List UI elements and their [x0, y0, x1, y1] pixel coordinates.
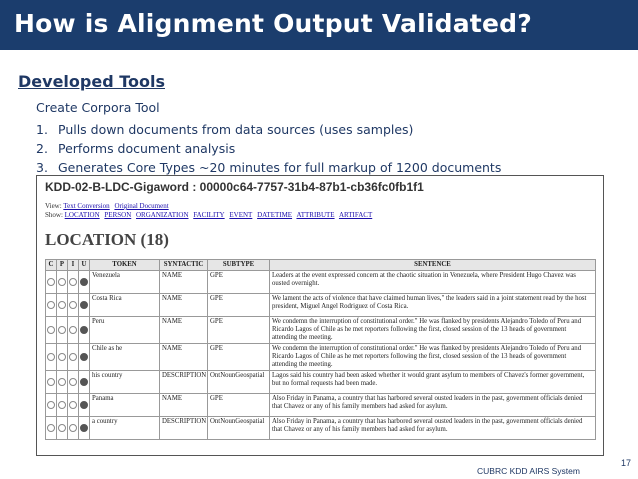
- radio-p[interactable]: [58, 326, 66, 334]
- radio-c[interactable]: [47, 326, 55, 334]
- radio-c[interactable]: [47, 424, 55, 432]
- radio-c[interactable]: [47, 353, 55, 361]
- token-cell: Costa Rica: [90, 294, 160, 317]
- table-row: [46, 317, 596, 344]
- table-row: [46, 394, 596, 417]
- radio-p[interactable]: [58, 353, 66, 361]
- subtype-cell: GPE: [208, 344, 270, 371]
- tool-screenshot: [36, 175, 604, 456]
- radio-c[interactable]: [47, 278, 55, 286]
- token-cell: Panama: [90, 394, 160, 417]
- subtype-cell: OntNounGeospatial: [208, 417, 270, 440]
- radio-u[interactable]: [80, 278, 88, 286]
- show-link-organization[interactable]: ORGANIZATION: [136, 211, 189, 219]
- sentence-cell: Also Friday in Panama, a country that has harbored several ousted leaders in the past, government officials denied that Chavez or any of his family members had asked for asylum.: [270, 394, 596, 417]
- view-bar: [45, 202, 172, 210]
- subtype-cell: GPE: [208, 271, 270, 294]
- column-header: SUBTYPE: [208, 260, 270, 271]
- table-row: [46, 271, 596, 294]
- radio-i[interactable]: [69, 301, 77, 309]
- show-link-datetime[interactable]: DATETIME: [257, 211, 293, 219]
- show-bar: [45, 211, 375, 219]
- subtype-cell: GPE: [208, 394, 270, 417]
- radio-u[interactable]: [80, 326, 88, 334]
- subheading: Create Corpora Tool: [36, 100, 160, 115]
- show-link-person[interactable]: PERSON: [104, 211, 132, 219]
- show-link-facility[interactable]: FACILITY: [193, 211, 225, 219]
- view-label: View:: [45, 202, 62, 210]
- slide-title: How is Alignment Output Validated?: [14, 9, 532, 38]
- table-row: [46, 344, 596, 371]
- radio-u[interactable]: [80, 401, 88, 409]
- show-label: Show:: [45, 211, 63, 219]
- radio-u[interactable]: [80, 301, 88, 309]
- step-item: [36, 120, 501, 139]
- radio-p[interactable]: [58, 278, 66, 286]
- column-header: TOKEN: [90, 260, 160, 271]
- syntactic-cell: DESCRIPTION: [160, 371, 208, 394]
- token-cell: Venezuela: [90, 271, 160, 294]
- steps-list: [36, 120, 501, 177]
- token-cell: a country: [90, 417, 160, 440]
- column-header: SENTENCE: [270, 260, 596, 271]
- sentence-cell: We condemn the interruption of constitutional order." He was flanked by presidents Alejandro Toledo of Peru and Ricardo Lagos of Chile as he met reporters following the first, closed session of the 13 heads of government attending the meeting.: [270, 317, 596, 344]
- step-number: 2.: [36, 141, 48, 156]
- radio-c[interactable]: [47, 301, 55, 309]
- subtype-cell: GPE: [208, 317, 270, 344]
- step-number: 1.: [36, 122, 48, 137]
- radio-i[interactable]: [69, 278, 77, 286]
- table-row: [46, 417, 596, 440]
- radio-c[interactable]: [47, 378, 55, 386]
- syntactic-cell: NAME: [160, 394, 208, 417]
- radio-u[interactable]: [80, 378, 88, 386]
- view-link-text-conversion[interactable]: Text Conversion: [63, 202, 110, 210]
- table-row: [46, 294, 596, 317]
- token-cell: Peru: [90, 317, 160, 344]
- section-heading: Developed Tools: [18, 72, 165, 91]
- token-cell: Chile as he: [90, 344, 160, 371]
- radio-p[interactable]: [58, 378, 66, 386]
- radio-u[interactable]: [80, 424, 88, 432]
- radio-i[interactable]: [69, 353, 77, 361]
- step-text: Performs document analysis: [58, 141, 236, 156]
- column-header: P: [57, 260, 68, 271]
- syntactic-cell: NAME: [160, 294, 208, 317]
- show-link-location[interactable]: LOCATION: [64, 211, 100, 219]
- radio-i[interactable]: [69, 424, 77, 432]
- syntactic-cell: NAME: [160, 271, 208, 294]
- show-link-event[interactable]: EVENT: [229, 211, 253, 219]
- location-section-title: LOCATION (18): [45, 230, 169, 249]
- step-text: Pulls down documents from data sources (uses samples): [58, 122, 414, 137]
- step-text: Generates Core Types ~20 minutes for full markup of 1200 documents: [58, 160, 502, 175]
- radio-p[interactable]: [58, 301, 66, 309]
- document-title: KDD-02-B-LDC-Gigaword : 00000c64-7757-31b4-87b1-cb36fc0fb1f1: [45, 180, 424, 194]
- radio-i[interactable]: [69, 326, 77, 334]
- column-header: U: [79, 260, 90, 271]
- footer-text: CUBRC KDD AIRS System: [477, 466, 580, 476]
- radio-c[interactable]: [47, 401, 55, 409]
- syntactic-cell: NAME: [160, 344, 208, 371]
- title-bar: [0, 0, 638, 50]
- radio-u[interactable]: [80, 353, 88, 361]
- syntactic-cell: DESCRIPTION: [160, 417, 208, 440]
- show-link-attribute[interactable]: ATTRIBUTE: [296, 211, 335, 219]
- radio-i[interactable]: [69, 401, 77, 409]
- step-number: 3.: [36, 160, 48, 175]
- table-row: [46, 371, 596, 394]
- table-header-row: [46, 260, 596, 271]
- radio-i[interactable]: [69, 378, 77, 386]
- show-link-artifact[interactable]: ARTIFACT: [338, 211, 373, 219]
- radio-p[interactable]: [58, 401, 66, 409]
- sentence-cell: Leaders at the event expressed concern at the chaotic situation in Venezuela, where President Hugo Chavez was ousted overnight.: [270, 271, 596, 294]
- radio-p[interactable]: [58, 424, 66, 432]
- sentence-cell: We condemn the interruption of constitutional order." He was flanked by presidents Alejandro Toledo of Peru and Ricardo Lagos of Chile as he met reporters following the first, closed session of the 13 heads of government attending the meeting.: [270, 344, 596, 371]
- subtype-cell: GPE: [208, 294, 270, 317]
- column-header: I: [68, 260, 79, 271]
- location-table: [45, 259, 596, 440]
- syntactic-cell: NAME: [160, 317, 208, 344]
- sentence-cell: Lagos said his country had been asked whether it would grant asylum to members of Chavez's former government, but no formal requests had been made.: [270, 371, 596, 394]
- column-header: C: [46, 260, 57, 271]
- subtype-cell: OntNounGeospatial: [208, 371, 270, 394]
- column-header: SYNTACTIC: [160, 260, 208, 271]
- sentence-cell: We lament the acts of violence that have claimed human lives," the leaders said in a joint statement read by the host president, Miguel Angel Rodriguez of Costa Rica.: [270, 294, 596, 317]
- token-cell: his country: [90, 371, 160, 394]
- view-link-original-document[interactable]: Original Document: [114, 202, 169, 210]
- sentence-cell: Also Friday in Panama, a country that has harbored several ousted leaders in the past, government officials denied that Chavez or any of his family members had asked for asylum.: [270, 417, 596, 440]
- page-number: 17: [621, 458, 632, 468]
- step-item: [36, 139, 501, 158]
